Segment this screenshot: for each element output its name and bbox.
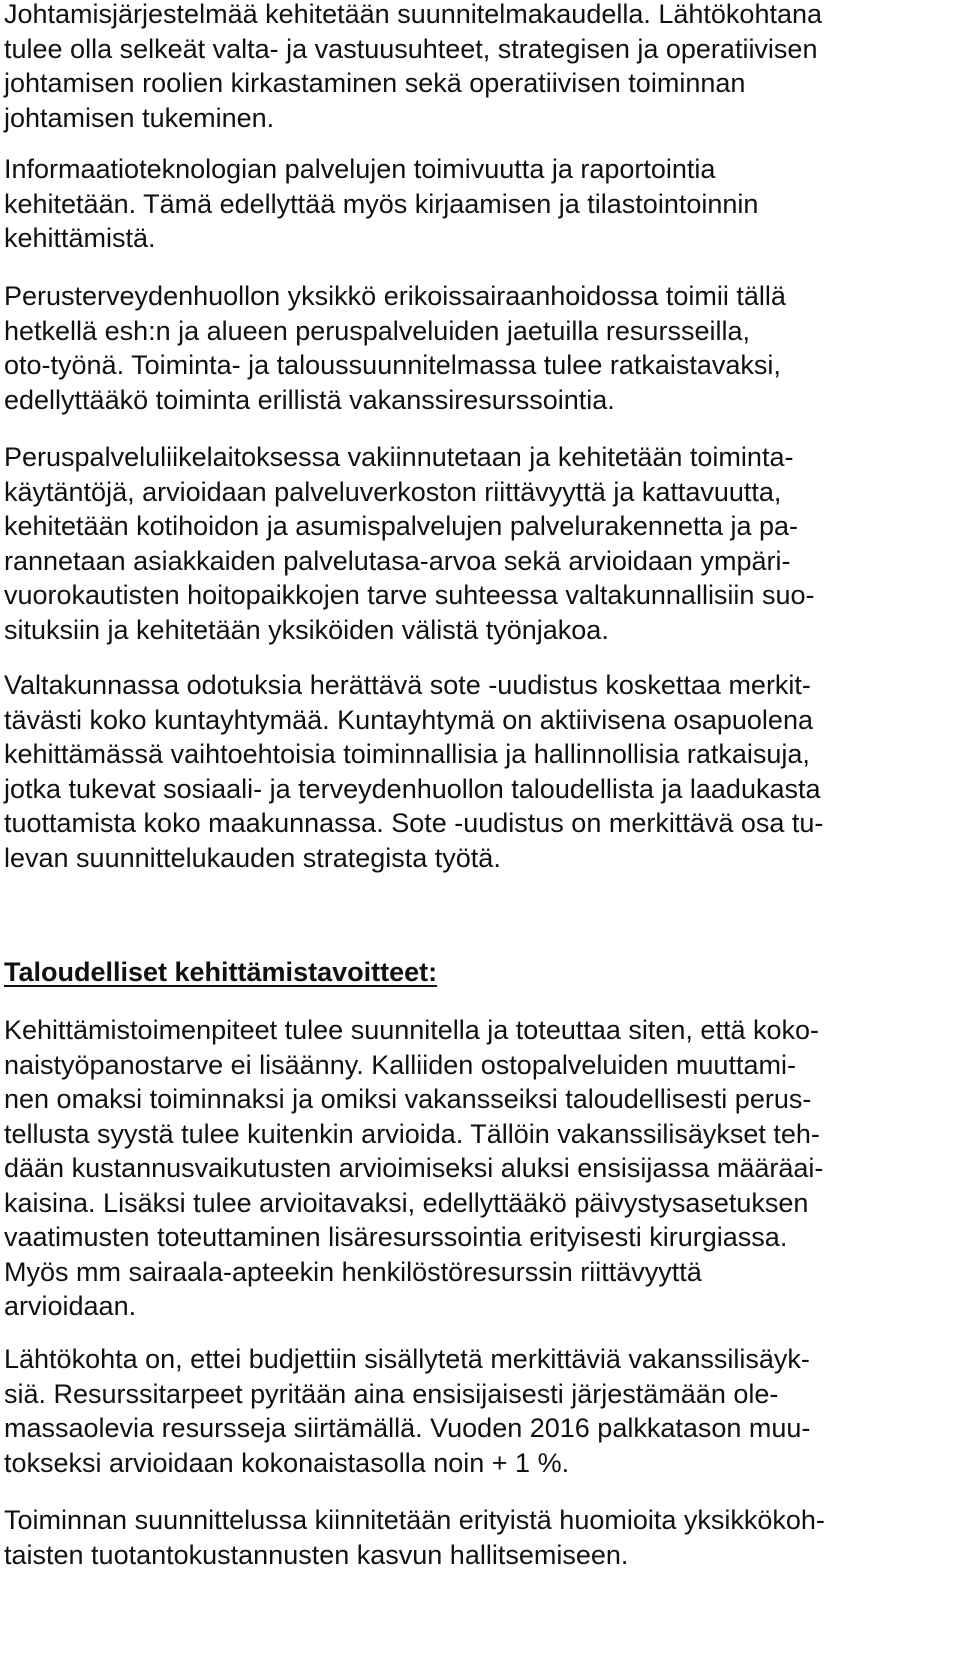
text-line: siä. Resurssitarpeet pyritään aina ensisijaisesti järjestämään ole- <box>4 1378 779 1409</box>
text-line: johtamisen roolien kirkastaminen sekä operatiivisen toiminnan <box>4 68 746 98</box>
text-line: Lähtökohta on, ettei budjettiin sisällytetä merkittäviä vakanssilisäyk- <box>4 1344 810 1374</box>
text-line: dään kustannusvaikutusten arvioimiseksi aluksi ensisijassa määräai- <box>4 1153 824 1183</box>
paragraph-peruspalveluliikelaitos <box>4 440 954 647</box>
paragraph-tuotantokustannukset <box>4 1503 954 1572</box>
text-line: kehitetään kotihoidon ja asumispalvelujen palvelurakennetta ja pa- <box>4 511 799 541</box>
text-line: massaolevia resursseja siirtämällä. Vuoden 2016 palkkatason muu- <box>4 1413 811 1443</box>
text-line: taisten tuotantokustannusten kasvun hallitsemiseen. <box>4 1539 629 1570</box>
paragraph-kehittamistoimenpiteet <box>4 1013 954 1324</box>
text-line: levan suunnittelukauden strategista työtä. <box>4 842 501 873</box>
text-line: edellyttääkö toiminta erillistä vakanssiresurssointia. <box>4 384 615 415</box>
text-line: nen omaksi toiminnaksi ja omiksi vakansseiksi taloudellisesti perus- <box>4 1084 812 1114</box>
text-line: hetkellä esh:n ja alueen peruspalveluiden jaetuilla resursseilla, <box>4 315 750 346</box>
text-line: kaisina. Lisäksi tulee arvioitavaksi, edellyttääkö päivystysasetuksen <box>4 1187 809 1218</box>
text-line: oto-työnä. Toiminta- ja taloussuunnitelmassa tulee ratkaistavaksi, <box>4 350 781 380</box>
text-line: naistyöpanostarve ei lisäänny. Kalliiden ostopalveluiden muuttami- <box>4 1049 796 1080</box>
text-line: käytäntöjä, arvioidaan palveluverkoston riittävyyttä ja kattavuutta, <box>4 476 782 507</box>
text-line: kehittämässä vaihtoehtoisia toiminnallisia ja hallinnollisia ratkaisuja, <box>4 739 810 769</box>
text-line: Johtamisjärjestelmää kehitetään suunnitelmakaudella. Lähtökohtana <box>4 0 823 29</box>
paragraph-johtamisjarjestelma <box>4 0 954 135</box>
text-line: tellusta syystä tulee kuitenkin arvioida. Tällöin vakanssilisäykset teh- <box>4 1118 820 1149</box>
text-line: Myös mm sairaala-apteekin henkilöstöresurssin riittävyyttä <box>4 1256 702 1287</box>
paragraph-lahtokohta <box>4 1342 954 1480</box>
text-line: tokseksi arvioidaan kokonaistasolla noin + 1 %. <box>4 1447 570 1478</box>
text-line: johtamisen tukeminen. <box>4 102 275 133</box>
text-line: Valtakunnassa odotuksia herättävä sote -uudistus koskettaa merkit- <box>4 670 811 700</box>
text-line: kehittämistä. <box>4 223 156 253</box>
text-line: tuottamista koko maakunnassa. Sote -uudistus on merkittävä osa tu- <box>4 808 824 838</box>
text-line: Peruspalveluliikelaitoksessa vakiinnutetaan ja kehitetään toiminta- <box>4 442 794 472</box>
text-line: situksiin ja kehitetään yksiköiden välistä työnjakoa. <box>4 614 609 645</box>
section-heading <box>4 955 954 990</box>
text-line: vuorokautisten hoitopaikkojen tarve suhteessa valtakunnallisiin suo- <box>4 580 815 610</box>
text-line: kehitetään. Tämä edellyttää myös kirjaamisen ja tilastointoinnin <box>4 188 759 219</box>
text-line: Informaatioteknologian palvelujen toimivuutta ja raportointia <box>4 154 716 184</box>
text-line: vaatimusten toteuttaminen lisäresurssointia erityisesti kirurgiassa. <box>4 1222 788 1252</box>
text-line: tävästi koko kuntayhtymää. Kuntayhtymä on aktiivisena osapuolena <box>4 704 813 735</box>
paragraph-perusterveydenhuolto <box>4 279 954 417</box>
paragraph-sote-uudistus <box>4 668 954 875</box>
text-line: Kehittämistoimenpiteet tulee suunnitella ja toteuttaa siten, että koko- <box>4 1015 819 1045</box>
section-heading-text: Taloudelliset kehittämistavoitteet: <box>4 957 438 987</box>
paragraph-informaatioteknologia <box>4 152 954 256</box>
text-line: tulee olla selkeät valta- ja vastuusuhteet, strategisen ja operatiivisen <box>4 33 818 64</box>
text-line: Perusterveydenhuollon yksikkö erikoissairaanhoidossa toimii tällä <box>4 281 786 311</box>
text-line: arvioidaan. <box>4 1291 137 1321</box>
text-line: rannetaan asiakkaiden palvelutasa-arvoa sekä arvioidaan ympäri- <box>4 545 791 576</box>
text-line: jotka tukevat sosiaali- ja terveydenhuollon taloudellista ja laadukasta <box>4 773 821 804</box>
text-line: Toiminnan suunnittelussa kiinnitetään erityistä huomioita yksikkökoh- <box>4 1505 825 1535</box>
